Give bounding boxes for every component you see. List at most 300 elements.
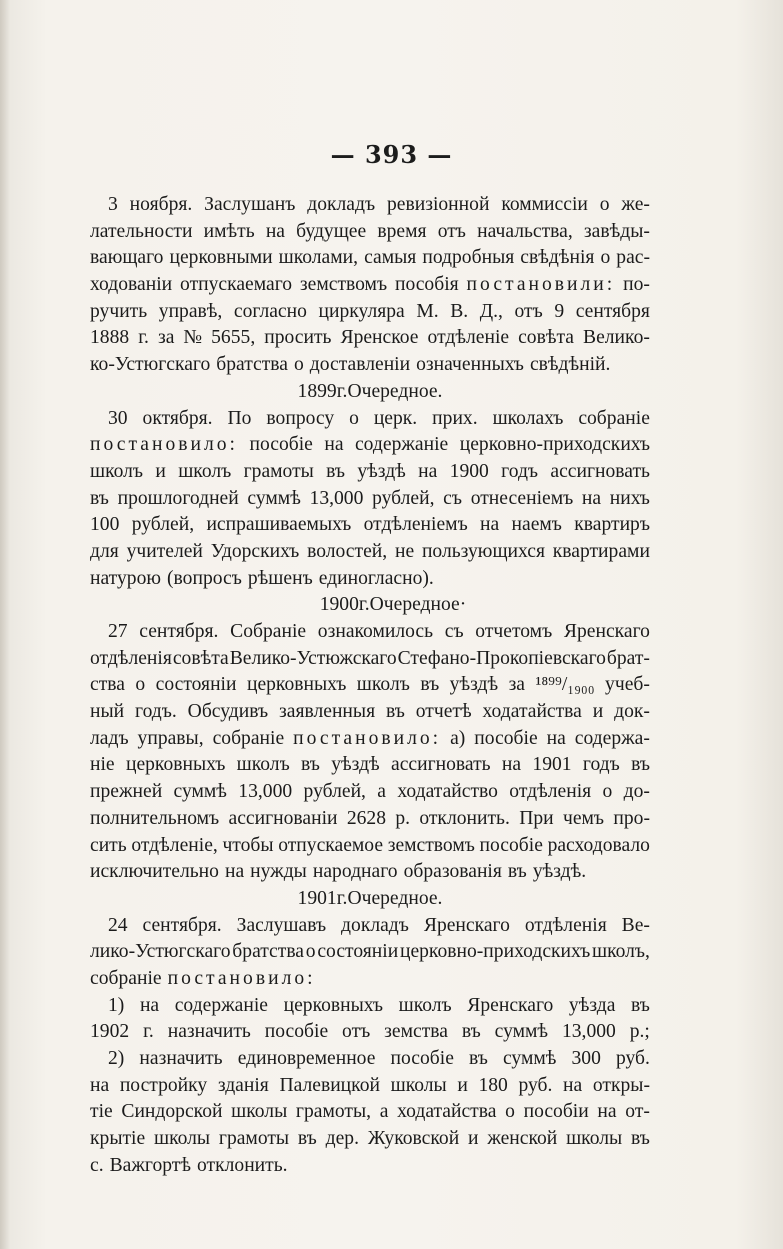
word: отпускаемаго: [180, 274, 293, 296]
word: №: [183, 327, 203, 349]
word: содержаніе: [174, 994, 268, 1016]
word: пособія: [394, 274, 459, 296]
text-line: [90, 752, 650, 779]
word: ¹⁸⁹⁹/₁₉₀₀: [535, 674, 595, 696]
word: наемъ: [511, 514, 562, 536]
word: о: [505, 1101, 515, 1123]
word: же-: [621, 194, 650, 215]
word: на: [265, 220, 285, 242]
word: 100: [90, 514, 120, 536]
word: отчетомъ: [475, 621, 553, 642]
word: церковныхъ: [246, 674, 347, 696]
word: содержа-: [574, 727, 650, 749]
word: крытіе: [90, 1128, 146, 1150]
word: свѣдѣній.: [529, 354, 611, 376]
word: содержаніе: [354, 434, 449, 456]
word: школъ,: [591, 941, 650, 963]
word: назначить: [167, 1021, 251, 1043]
word: суммѣ: [494, 1021, 549, 1043]
word: школъ: [90, 460, 144, 482]
text-line: [90, 966, 650, 993]
word: с.: [90, 1154, 104, 1176]
word: исключительно: [90, 861, 219, 883]
word: 30: [108, 407, 128, 429]
word: отдѣленія: [90, 647, 172, 669]
word: братства: [232, 941, 305, 963]
text-line: [90, 272, 650, 299]
word: прих.: [432, 407, 478, 429]
text-line: [90, 192, 650, 219]
word: Очередное.: [347, 887, 443, 909]
word: а): [450, 727, 466, 749]
word: въ: [631, 994, 650, 1016]
text-line: [90, 779, 650, 806]
word: 13,000: [238, 781, 293, 803]
word: на: [597, 1101, 617, 1123]
word: квартиръ: [574, 514, 650, 536]
word: 300: [571, 1048, 601, 1069]
word: школъ: [398, 994, 452, 1016]
word: лико-Устюгскаго: [90, 941, 231, 963]
word: р.: [395, 807, 411, 829]
word: отклонить.: [419, 807, 510, 829]
word: согласно: [233, 300, 307, 322]
word: образованія: [403, 861, 502, 883]
word: 1902: [90, 1021, 130, 1043]
word: Собраніе: [230, 621, 307, 642]
word: суммѣ: [173, 781, 227, 803]
word: а: [377, 781, 386, 803]
word: Велико-Устюжскаго: [229, 647, 397, 669]
word: пособіе: [474, 727, 538, 749]
word: грамоты: [218, 1128, 290, 1150]
word: 1900: [319, 594, 359, 616]
word: уѣзда: [568, 994, 616, 1016]
word: пособіе: [479, 834, 543, 856]
text-line: [90, 913, 650, 940]
word: ніе: [90, 754, 115, 776]
word: В.: [450, 300, 469, 322]
word: 2628: [346, 807, 386, 829]
text-line: [90, 406, 650, 433]
word: 1901: [297, 887, 337, 909]
word: о: [293, 354, 304, 376]
word: школы: [390, 1074, 447, 1096]
word: зданія: [217, 1074, 269, 1096]
word: постройку: [119, 1074, 208, 1096]
word: сентября: [575, 300, 650, 322]
word: чемъ: [562, 807, 605, 829]
word: Жуковской: [367, 1128, 460, 1150]
word: брат-: [606, 647, 650, 669]
word: церк.: [373, 407, 418, 429]
word: состояніи: [155, 674, 237, 696]
word: Яренское: [340, 327, 419, 349]
word: назначить: [139, 1048, 223, 1069]
word: грамоты,: [295, 1101, 372, 1123]
word: сить: [90, 834, 127, 856]
word: годъ: [582, 754, 620, 776]
word: уѣздѣ: [449, 674, 499, 696]
word: 1): [108, 994, 125, 1016]
text-line: [90, 1099, 650, 1126]
word: ходатайства: [482, 701, 582, 723]
word: на: [501, 754, 522, 776]
word: собраніе: [578, 407, 650, 429]
word: пособіе: [249, 434, 313, 456]
word: 24: [108, 914, 128, 936]
text-line: [90, 539, 650, 566]
word: г.: [143, 1021, 154, 1043]
word: въ: [468, 1048, 488, 1069]
word: земствомъ: [387, 834, 475, 856]
word: суммѣ: [247, 487, 301, 509]
word: не: [394, 540, 415, 562]
word: на: [563, 1074, 583, 1096]
word: нужды: [250, 861, 307, 883]
word: г.: [358, 594, 370, 616]
word: доставленіи: [309, 354, 411, 376]
word: школъ: [178, 460, 232, 482]
text-line: [90, 619, 650, 646]
word: Яренскаго: [467, 994, 554, 1016]
word: Велико-: [583, 327, 650, 349]
word: отъ: [514, 300, 543, 322]
word: съ: [443, 487, 463, 509]
word: ноября.: [129, 194, 193, 215]
word: Ве-: [621, 914, 650, 936]
word: отдѣленіемъ: [363, 514, 468, 536]
word: церковно-приходскихъ: [459, 434, 650, 456]
text-line: [90, 699, 650, 726]
word: и: [468, 1128, 479, 1150]
word: Д.,: [479, 300, 503, 322]
word: для: [90, 540, 119, 562]
word: въ: [385, 701, 405, 723]
word: учителей: [126, 540, 203, 562]
word: пользующихся: [421, 540, 545, 562]
word: нихъ: [609, 487, 650, 509]
word: на: [324, 434, 344, 456]
word: отъ: [437, 220, 466, 242]
word: По: [227, 407, 252, 429]
word: 1888: [90, 327, 130, 349]
word: земствомъ: [299, 274, 388, 296]
word: о: [599, 194, 610, 215]
word: церковныхъ: [283, 994, 383, 1016]
word: рѣшенъ: [247, 567, 313, 589]
word: ходатайство: [397, 781, 498, 803]
word: о: [305, 941, 316, 963]
word: управѣ,: [158, 300, 223, 322]
word: церковно-приходскихъ: [399, 941, 591, 963]
word: будущее: [296, 220, 367, 242]
word: док-: [614, 701, 650, 723]
word: вающаго: [90, 247, 164, 269]
word: рублей,: [131, 514, 195, 536]
word: рублей,: [303, 781, 366, 803]
text-line: [90, 833, 650, 860]
word: постановило:: [293, 727, 442, 749]
word: годъ.: [135, 701, 177, 723]
body-text: [90, 192, 650, 1179]
word: прошлогодней: [117, 487, 239, 509]
word: 9: [554, 300, 565, 322]
word: докладъ: [307, 194, 376, 215]
text-line: [90, 672, 650, 699]
text-line: [90, 726, 650, 753]
word: ревизіонной: [386, 194, 490, 215]
word: ный: [90, 701, 125, 723]
text-line: [90, 886, 650, 913]
word: въ: [297, 1128, 317, 1150]
word: завѣды-: [583, 220, 650, 242]
word: о: [135, 674, 146, 696]
word: и: [457, 1074, 468, 1096]
word: испрашиваемыхъ: [206, 514, 352, 536]
word: расходовало: [547, 834, 650, 856]
text-line: [90, 459, 650, 486]
word: школы: [231, 1101, 288, 1123]
word: г.: [336, 887, 348, 909]
word: При: [519, 807, 554, 829]
word: Яренскаго: [423, 914, 510, 936]
word: въ: [420, 674, 440, 696]
word: земства: [384, 1021, 448, 1043]
text-line: [90, 299, 650, 326]
word: на: [139, 994, 160, 1016]
word: Очередное·: [369, 594, 467, 616]
word: отдѣленіе: [427, 327, 510, 349]
word: Стефано-Прокопіевскаго: [397, 647, 606, 669]
word: совѣта: [172, 647, 229, 669]
word: по-: [623, 274, 650, 296]
word: отдѣленія: [509, 781, 592, 803]
text-line: [90, 432, 650, 459]
word: въ: [90, 487, 109, 509]
word: на: [418, 460, 438, 482]
word: время: [377, 220, 427, 242]
word: Очередное.: [347, 380, 443, 402]
word: 1899: [297, 380, 337, 402]
word: народнаго: [312, 861, 398, 883]
word: 3: [108, 194, 118, 215]
word: пособіе: [390, 1048, 454, 1069]
word: съ: [444, 621, 464, 642]
word: постановило:: [90, 434, 239, 456]
word: руб.: [615, 1048, 650, 1069]
word: чтобы: [222, 834, 274, 856]
word: въ: [326, 460, 346, 482]
word: братства: [216, 354, 288, 376]
word: до-: [623, 781, 650, 803]
word: уѣздѣ.: [532, 861, 587, 883]
text-line: [90, 1153, 650, 1180]
text-line: [90, 379, 650, 406]
word: рас-: [616, 247, 650, 269]
word: тіе: [90, 1101, 113, 1123]
word: постановило:: [167, 967, 316, 989]
word: пособіи: [523, 1101, 589, 1123]
word: отдѣленія: [524, 914, 607, 936]
text-line: [90, 352, 650, 379]
word: грамоты: [243, 460, 314, 482]
word: Заслушанъ: [204, 194, 296, 215]
word: уѣздѣ: [357, 460, 406, 482]
word: ручить: [90, 300, 148, 322]
word: означенныхъ: [416, 354, 524, 376]
word: ассигновать: [391, 754, 491, 776]
word: единовременное: [237, 1048, 376, 1069]
word: въ: [301, 754, 320, 776]
word: 1901: [532, 754, 572, 776]
word: школами,: [278, 247, 359, 269]
word: въ: [631, 754, 650, 776]
word: на: [546, 727, 566, 749]
word: натурою: [90, 567, 162, 589]
word: Важгортѣ: [109, 1154, 191, 1176]
word: а: [379, 1101, 389, 1123]
word: на: [90, 1074, 110, 1096]
word: отпускаемое: [278, 834, 384, 856]
word: имѣть: [203, 220, 255, 242]
word: школы: [566, 1128, 623, 1150]
word: учеб-: [605, 674, 650, 696]
text-line: [90, 512, 650, 539]
word: за: [508, 674, 525, 696]
word: управы,: [137, 727, 204, 749]
word: собраніе: [90, 967, 162, 989]
text-line: [90, 993, 650, 1020]
word: за: [157, 327, 175, 349]
word: свѣдѣнія: [520, 247, 595, 269]
word: школъ: [356, 674, 410, 696]
word: на: [224, 861, 245, 883]
word: Обсудивъ: [187, 701, 269, 723]
word: школы: [154, 1128, 211, 1150]
text-line: [90, 325, 650, 352]
word: сентября.: [142, 914, 222, 936]
text-line: [90, 245, 650, 272]
word: годъ: [501, 460, 539, 482]
text-line: [90, 1073, 650, 1100]
word: докладъ: [341, 914, 409, 936]
word: 13,000: [309, 487, 364, 509]
text-line: [90, 566, 650, 593]
word: на: [581, 487, 602, 509]
word: 1900: [449, 460, 489, 482]
word: начальства,: [477, 220, 573, 242]
word: дер.: [325, 1128, 360, 1150]
word: ассигновать: [550, 460, 650, 482]
word: постановили:: [466, 274, 616, 296]
word: ко-Устюгскаго: [90, 354, 211, 376]
text-line: [90, 859, 650, 886]
word: собраніе: [212, 727, 285, 749]
word: р.;: [629, 1021, 650, 1043]
text-line: [90, 486, 650, 513]
word: школахъ: [492, 407, 564, 429]
word: 5655,: [211, 327, 256, 349]
word: школъ: [236, 754, 290, 776]
word: просить: [264, 327, 332, 349]
word: М.: [416, 300, 439, 322]
word: рублей,: [372, 487, 435, 509]
word: коммиссіи: [501, 194, 588, 215]
word: отнесеніемъ: [470, 487, 574, 509]
word: Удорскихъ: [210, 540, 300, 562]
word: откры-: [592, 1074, 650, 1096]
word: ознакомилось: [317, 621, 434, 642]
word: отчетѣ: [415, 701, 472, 723]
word: отъ: [342, 1021, 371, 1043]
word: состояніи: [317, 941, 399, 963]
word: церковныхъ: [125, 754, 226, 776]
word: полнительномъ: [90, 807, 220, 829]
word: вопросу: [266, 407, 335, 429]
word: ходатайства: [397, 1101, 497, 1123]
word: 180: [478, 1074, 508, 1096]
word: г.: [336, 380, 348, 402]
word: совѣта: [518, 327, 574, 349]
word: въ: [507, 861, 527, 883]
page-gutter-shadow: [0, 0, 10, 1249]
text-line: [90, 219, 650, 246]
word: прежней: [90, 781, 163, 803]
word: пособіе: [264, 1021, 329, 1043]
word: заявленныя: [279, 701, 376, 723]
word: про-: [613, 807, 650, 829]
page-number: — 393 —: [330, 140, 453, 169]
word: церковными: [169, 247, 273, 269]
word: октября.: [142, 407, 213, 429]
word: и: [592, 701, 604, 723]
word: Палевицкой: [279, 1074, 380, 1096]
word: циркуляра: [318, 300, 405, 322]
word: отклонить.: [197, 1154, 288, 1176]
word: въ: [461, 1021, 481, 1043]
word: о: [349, 407, 359, 429]
text-line: [90, 806, 650, 833]
text-line: [90, 939, 650, 966]
text-line: [90, 1019, 650, 1046]
word: 27: [108, 621, 128, 642]
word: 2): [108, 1048, 125, 1069]
word: от-: [625, 1101, 650, 1123]
text-line: [90, 646, 650, 673]
word: лательности: [90, 220, 193, 242]
word: единогласно).: [318, 567, 434, 589]
text-line: [90, 1046, 650, 1073]
word: самыя: [364, 247, 417, 269]
word: ходованіи: [90, 274, 173, 296]
word: о: [600, 247, 611, 269]
word: въ: [631, 1128, 650, 1150]
text-line: [90, 1126, 650, 1153]
word: 13,000: [561, 1021, 616, 1043]
word: и: [155, 460, 166, 482]
word: подробныя: [422, 247, 515, 269]
word: Яренскаго: [563, 621, 650, 642]
word: ства: [90, 674, 125, 696]
word: сентября.: [139, 621, 219, 642]
word: Заслушавъ: [236, 914, 327, 936]
word: ладъ: [90, 727, 129, 749]
word: отдѣленіе,: [131, 834, 218, 856]
word: уѣздѣ: [331, 754, 380, 776]
word: г.: [138, 327, 149, 349]
word: волостей,: [307, 540, 388, 562]
